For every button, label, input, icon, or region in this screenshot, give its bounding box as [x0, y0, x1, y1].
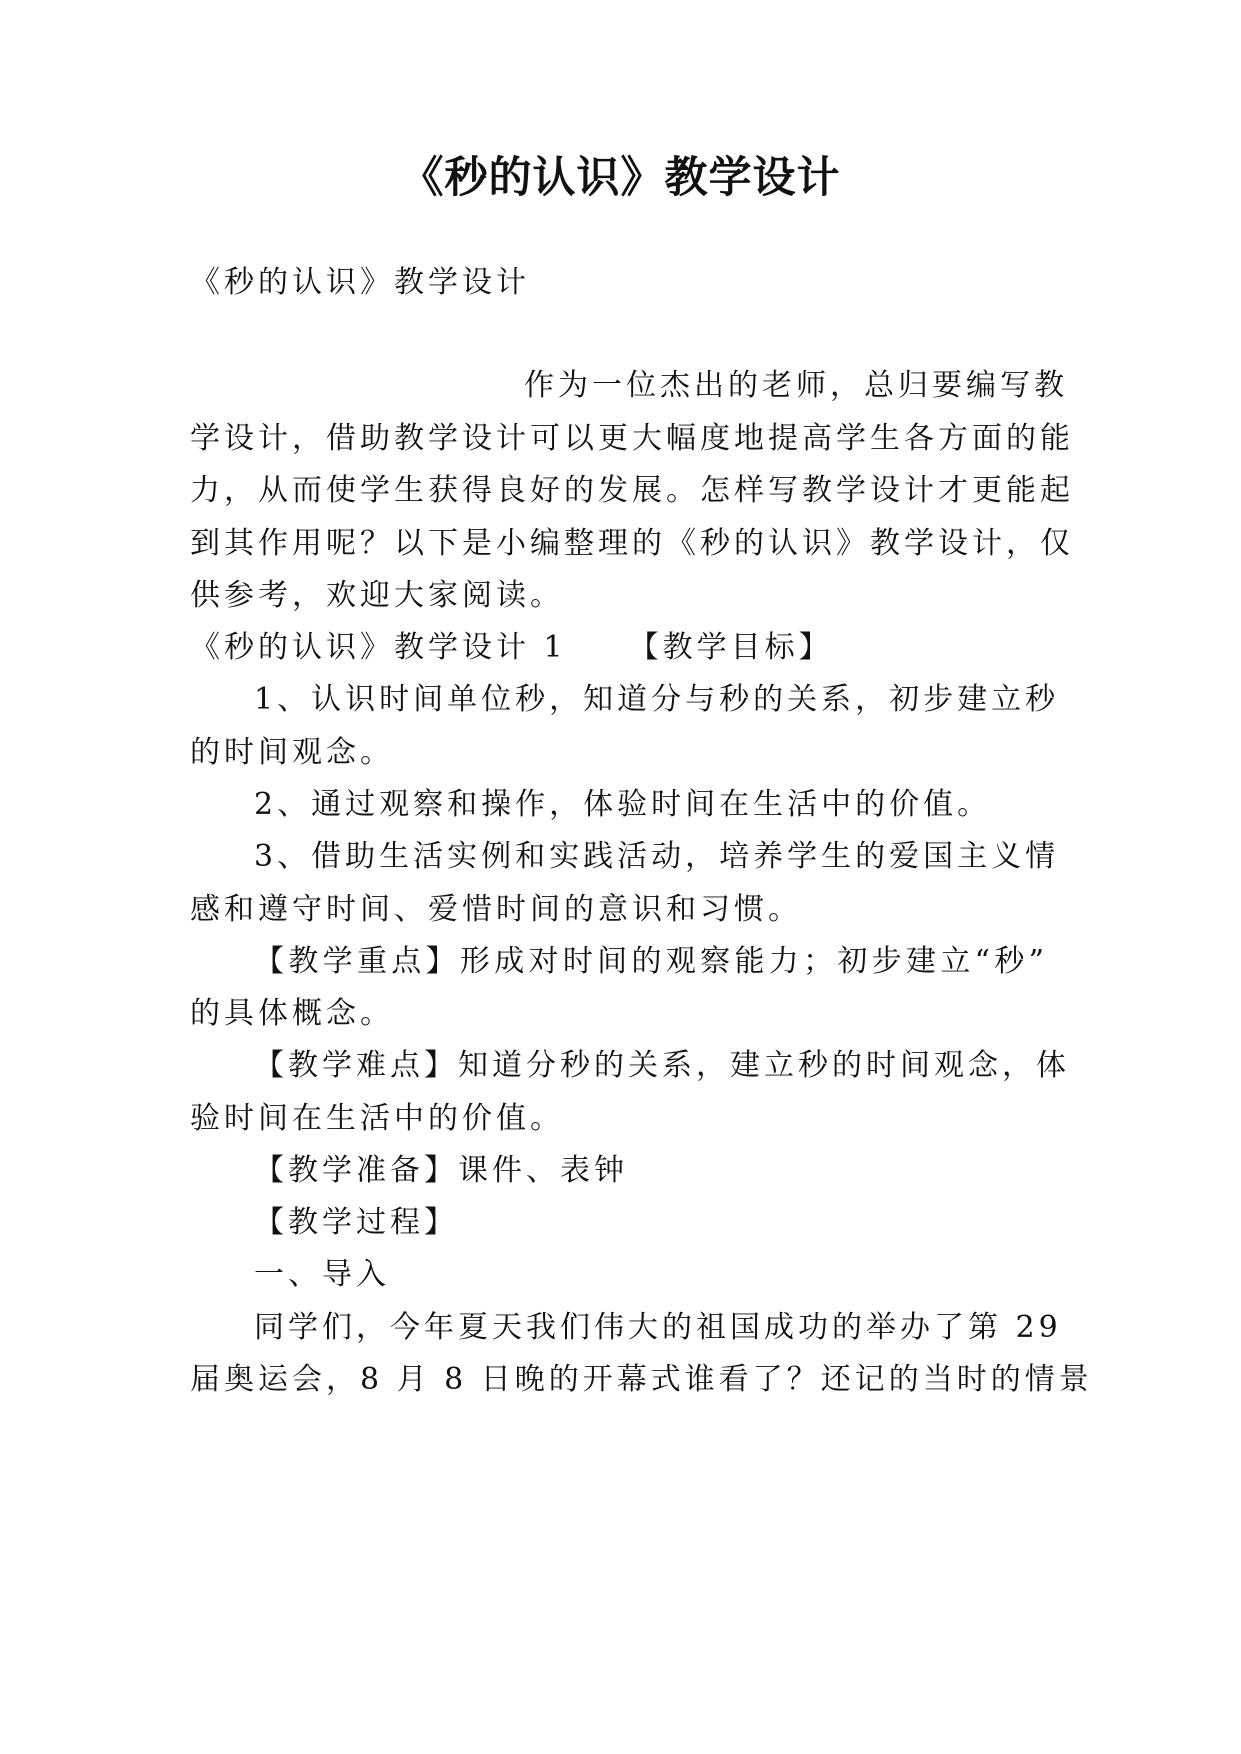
intro-line-4: 到其作用呢？以下是小编整理的《秒的认识》教学设计，仅	[190, 526, 1074, 561]
objective-1-line-2: 的时间观念。	[190, 735, 394, 770]
objective-3-line-2: 感和遵守时间、爱惜时间的意识和习惯。	[190, 892, 802, 927]
step-one-heading: 一、导入	[254, 1257, 390, 1292]
key-point-line-2: 的具体概念。	[190, 996, 394, 1031]
section-heading: 《秒的认识》教学设计 1	[190, 630, 567, 665]
intro-line-5: 供参考，欢迎大家阅读。	[190, 578, 564, 613]
intro-line-3: 力，从而使学生获得良好的发展。怎样写教学设计才更能起	[190, 473, 1074, 508]
objective-3-line-1: 3、借助生活实例和实践活动，培养学生的爱国主义情	[254, 839, 1060, 874]
intro-line-1: 作为一位杰出的老师，总归要编写教	[524, 368, 1068, 403]
key-point-line-1: 【教学重点】形成对时间的观察能力；初步建立“秒”	[254, 944, 1048, 979]
preparation: 【教学准备】课件、表钟	[254, 1153, 628, 1188]
difficulty-line-2: 验时间在生活中的价值。	[190, 1101, 564, 1136]
paragraph-line-2: 届奥运会，8 月 8 日晚的开幕式谁看了？还记的当时的情景	[190, 1362, 1093, 1397]
paragraph-line-1: 同学们，今年夏天我们伟大的祖国成功的举办了第 29	[254, 1310, 1062, 1345]
section-heading-row	[190, 623, 833, 673]
document-subtitle: 《秒的认识》教学设计	[190, 265, 530, 300]
objective-1-line-1: 1、认识时间单位秒，知道分与秒的关系，初步建立秒	[254, 682, 1060, 717]
objectives-label: 【教学目标】	[628, 630, 833, 665]
intro-line-2: 学设计，借助教学设计可以更大幅度地提高学生各方面的能	[190, 421, 1074, 456]
objective-2: 2、通过观察和操作，体验时间在生活中的价值。	[254, 787, 992, 822]
difficulty-line-1: 【教学难点】知道分秒的关系，建立秒的时间观念，体	[254, 1048, 1070, 1083]
document-title: 《秒的认识》教学设计	[400, 153, 841, 203]
process-label: 【教学过程】	[254, 1205, 458, 1240]
